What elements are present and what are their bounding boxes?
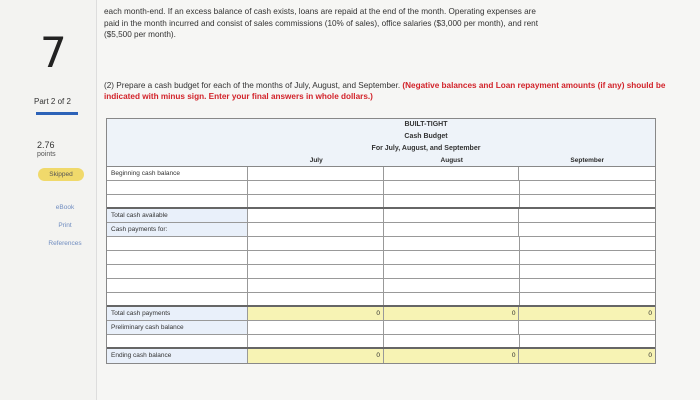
total-available-august[interactable] [384,209,520,222]
payments-for-september [519,223,655,236]
preliminary-july[interactable] [248,321,384,334]
beginning-august-input[interactable] [384,167,520,180]
column-headers [107,155,655,167]
ending-september: 0 [519,349,655,363]
question-number: 7 [40,28,67,77]
table-row [107,209,655,223]
payment-item-5-july-input[interactable] [248,293,384,305]
payment-item-1-july-input[interactable] [248,237,384,250]
part-indicator: Part 2 of 2 [34,97,71,106]
intro-line-2: paid in the month incurred and consist of sales commissions (10% of sales), office salaries ($3,000 per month), and rent [104,18,539,28]
payment-item-2-august-input[interactable] [384,251,520,264]
table-row [107,349,655,363]
col-september: September [570,157,605,164]
status-badge: Skipped [38,168,84,181]
table-row [107,195,655,209]
table-row [107,251,655,265]
payment-item-1-august-input[interactable] [384,237,520,250]
sidebar-divider [96,0,97,400]
total-payments-label: Total cash payments [107,307,248,320]
table-row [107,279,655,293]
ebook-link[interactable]: eBook [55,204,75,211]
total-payments-july: 0 [248,307,384,320]
instructions [104,80,670,102]
beginning-balance-label: Beginning cash balance [107,167,248,180]
problem-intro [104,6,664,41]
points-label: points [37,151,56,158]
ending-august: 0 [384,349,520,363]
ending-balance-label: Ending cash balance [107,349,248,363]
table-row [107,293,655,307]
points-display [37,140,56,160]
payments-for-label: Cash payments for: [107,223,248,236]
table-row [107,335,655,349]
points-value: 2.76 [37,140,55,150]
loan-july-input[interactable] [248,335,384,347]
table-row [107,321,655,335]
preliminary-august[interactable] [384,321,520,334]
payment-item-3-label-input[interactable] [107,265,248,278]
label-column-header [107,155,248,166]
references-link[interactable]: References [48,240,82,247]
instructions-warning: (Negative balances and Loan repayment amounts (if any) should be indicated with minus sign. Enter your final answers in whole dollars.) [104,81,666,101]
company-name: BUILT-TIGHT [107,119,655,131]
intro-line-1: each month-end. If an excess balance of cash exists, loans are repaid at the end of the month. Operating expenses are [104,7,536,16]
cash-budget-table [106,118,656,364]
receipts-september-input[interactable] [520,181,656,194]
table-row [107,181,655,195]
payment-item-3-august-input[interactable] [384,265,520,278]
payment-item-2-july-input[interactable] [248,251,384,264]
budget-period: For July, August, and September [107,143,655,155]
loan-label-input[interactable] [107,335,248,347]
table-row [107,307,655,321]
intro-line-3: ($5,500 per month). [104,30,176,39]
receipts-july-input[interactable] [248,181,384,194]
payments-for-july [248,223,384,236]
loan-august-input[interactable] [384,335,520,347]
preliminary-balance-label: Preliminary cash balance [107,321,248,334]
total-payments-august: 0 [384,307,520,320]
payment-item-2-september-input[interactable] [520,251,656,264]
payment-item-4-label-input[interactable] [107,279,248,292]
receipts2-august-input[interactable] [384,195,520,207]
table-row [107,167,655,181]
receipts-label-input[interactable] [107,181,248,194]
col-july: July [309,157,323,164]
preliminary-september[interactable] [519,321,655,334]
payment-item-4-july-input[interactable] [248,279,384,292]
payment-item-1-label-input[interactable] [107,237,248,250]
beginning-july-input[interactable] [248,167,384,180]
receipts2-label-input[interactable] [107,195,248,207]
receipts2-september-input[interactable] [520,195,656,207]
total-payments-september: 0 [519,307,655,320]
receipts2-july-input[interactable] [248,195,384,207]
table-row [107,223,655,237]
payments-for-august [384,223,520,236]
budget-title: Cash Budget [107,131,655,143]
payment-item-4-september-input[interactable] [520,279,656,292]
receipts-august-input[interactable] [384,181,520,194]
payment-item-5-label-input[interactable] [107,293,248,305]
loan-september-input[interactable] [520,335,656,347]
total-available-july[interactable] [248,209,384,222]
total-available-september[interactable] [519,209,655,222]
print-link[interactable]: Print [58,222,72,229]
ending-july: 0 [248,349,384,363]
payment-item-2-label-input[interactable] [107,251,248,264]
col-august: August [440,157,463,164]
part-progress-bar [36,112,78,115]
question-sidebar [0,0,96,400]
payment-item-3-july-input[interactable] [248,265,384,278]
table-row [107,265,655,279]
total-available-label: Total cash available [107,209,248,222]
table-row [107,237,655,251]
payment-item-1-september-input[interactable] [520,237,656,250]
payment-item-4-august-input[interactable] [384,279,520,292]
payment-item-3-september-input[interactable] [520,265,656,278]
instructions-lead: (2) Prepare a cash budget for each of the months of July, August, and September. [104,81,401,90]
beginning-september-input[interactable] [519,167,655,180]
payment-item-5-august-input[interactable] [384,293,520,305]
payment-item-5-september-input[interactable] [520,293,656,305]
